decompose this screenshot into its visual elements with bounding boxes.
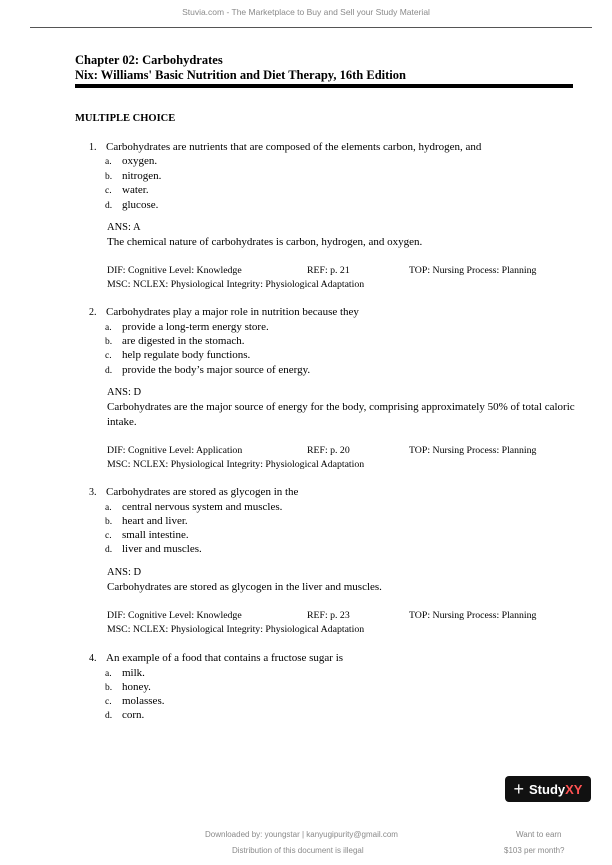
watermark-text: Stuvia.com - The Marketplace to Buy and Sell your Study Material [182, 7, 430, 17]
difficulty: DIF: Cognitive Level: Application [107, 445, 243, 456]
question-number: 1. [89, 142, 97, 153]
question-text: Carbohydrates are stored as glycogen in the [106, 486, 299, 498]
question-text: Carbohydrates play a major role in nutrition because they [106, 306, 359, 318]
difficulty: DIF: Cognitive Level: Knowledge [107, 265, 242, 276]
msc-row: MSC: NCLEX: Physiological Integrity: Physiological Adaptation [107, 459, 365, 470]
rationale: Carbohydrates are the major source of energy for the body, comprising approximately 50% of total caloric intake. [107, 401, 575, 428]
question-number: 3. [89, 487, 97, 498]
question-stem [89, 306, 359, 318]
earn-link[interactable]: Want to earn [516, 830, 562, 839]
rationale: The chemical nature of carbohydrates is carbon, hydrogen, and oxygen. [107, 236, 423, 248]
topic: TOP: Nursing Process: Planning [409, 445, 537, 456]
distribution-notice: Distribution of this document is illegal [232, 846, 364, 855]
question-text: An example of a food that contains a fructose sugar is [106, 652, 344, 664]
studyxy-badge[interactable] [505, 776, 591, 802]
answer-key: ANS: D [107, 567, 142, 578]
brand-main: Study [529, 781, 566, 797]
option-c: c. small intestine. [105, 529, 189, 541]
reference: REF: p. 21 [307, 265, 350, 276]
option-c: c. water. [105, 184, 149, 196]
option-d: d. liver and muscles. [105, 543, 202, 555]
question-number: 2. [89, 307, 97, 318]
title-underline [75, 84, 573, 88]
option-b: b. heart and liver. [105, 515, 188, 527]
question-number: 4. [89, 653, 97, 664]
option-d: d. glucose. [105, 199, 159, 211]
download-info: Downloaded by: youngstar | kanyugipurity@gmail.com [205, 830, 398, 839]
topic: TOP: Nursing Process: Planning [409, 265, 537, 276]
reference: REF: p. 20 [307, 445, 350, 456]
option-b: b. nitrogen. [105, 170, 162, 182]
top-divider [30, 27, 592, 28]
msc-row: MSC: NCLEX: Physiological Integrity: Physiological Adaptation [107, 279, 365, 290]
chapter-heading: Chapter 02: Carbohydrates [75, 53, 223, 67]
option-b: b. are digested in the stomach. [105, 335, 245, 347]
question-stem [89, 141, 481, 153]
msc-row: MSC: NCLEX: Physiological Integrity: Physiological Adaptation [107, 624, 365, 635]
plus-icon: + [513, 779, 525, 799]
option-a: a. provide a long-term energy store. [105, 321, 269, 333]
question-text: Carbohydrates are nutrients that are composed of the elements carbon, hydrogen, and [106, 141, 482, 153]
option-d: d. provide the body’s major source of energy. [105, 364, 311, 376]
rationale: Carbohydrates are stored as glycogen in the liver and muscles. [107, 581, 382, 593]
reference: REF: p. 23 [307, 610, 350, 621]
option-d: d. corn. [105, 709, 145, 721]
option-a: a. oxygen. [105, 155, 158, 167]
question-stem [89, 652, 343, 664]
answer-key: ANS: A [107, 222, 141, 233]
topic: TOP: Nursing Process: Planning [409, 610, 537, 621]
brand-accent: XY [565, 781, 583, 797]
section-heading: MULTIPLE CHOICE [75, 113, 176, 124]
answer-key: ANS: D [107, 387, 142, 398]
option-a: a. central nervous system and muscles. [105, 501, 283, 513]
option-c: c. help regulate body functions. [105, 349, 251, 361]
option-b: b. honey. [105, 681, 151, 693]
question-stem [89, 486, 298, 498]
option-c: c. molasses. [105, 695, 165, 707]
page-title [75, 53, 406, 83]
difficulty: DIF: Cognitive Level: Knowledge [107, 610, 242, 621]
option-a: a. milk. [105, 667, 145, 679]
earn-amount[interactable]: $103 per month? [504, 846, 565, 855]
book-title: Nix: Williams' Basic Nutrition and Diet Therapy, 16th Edition [75, 68, 406, 82]
